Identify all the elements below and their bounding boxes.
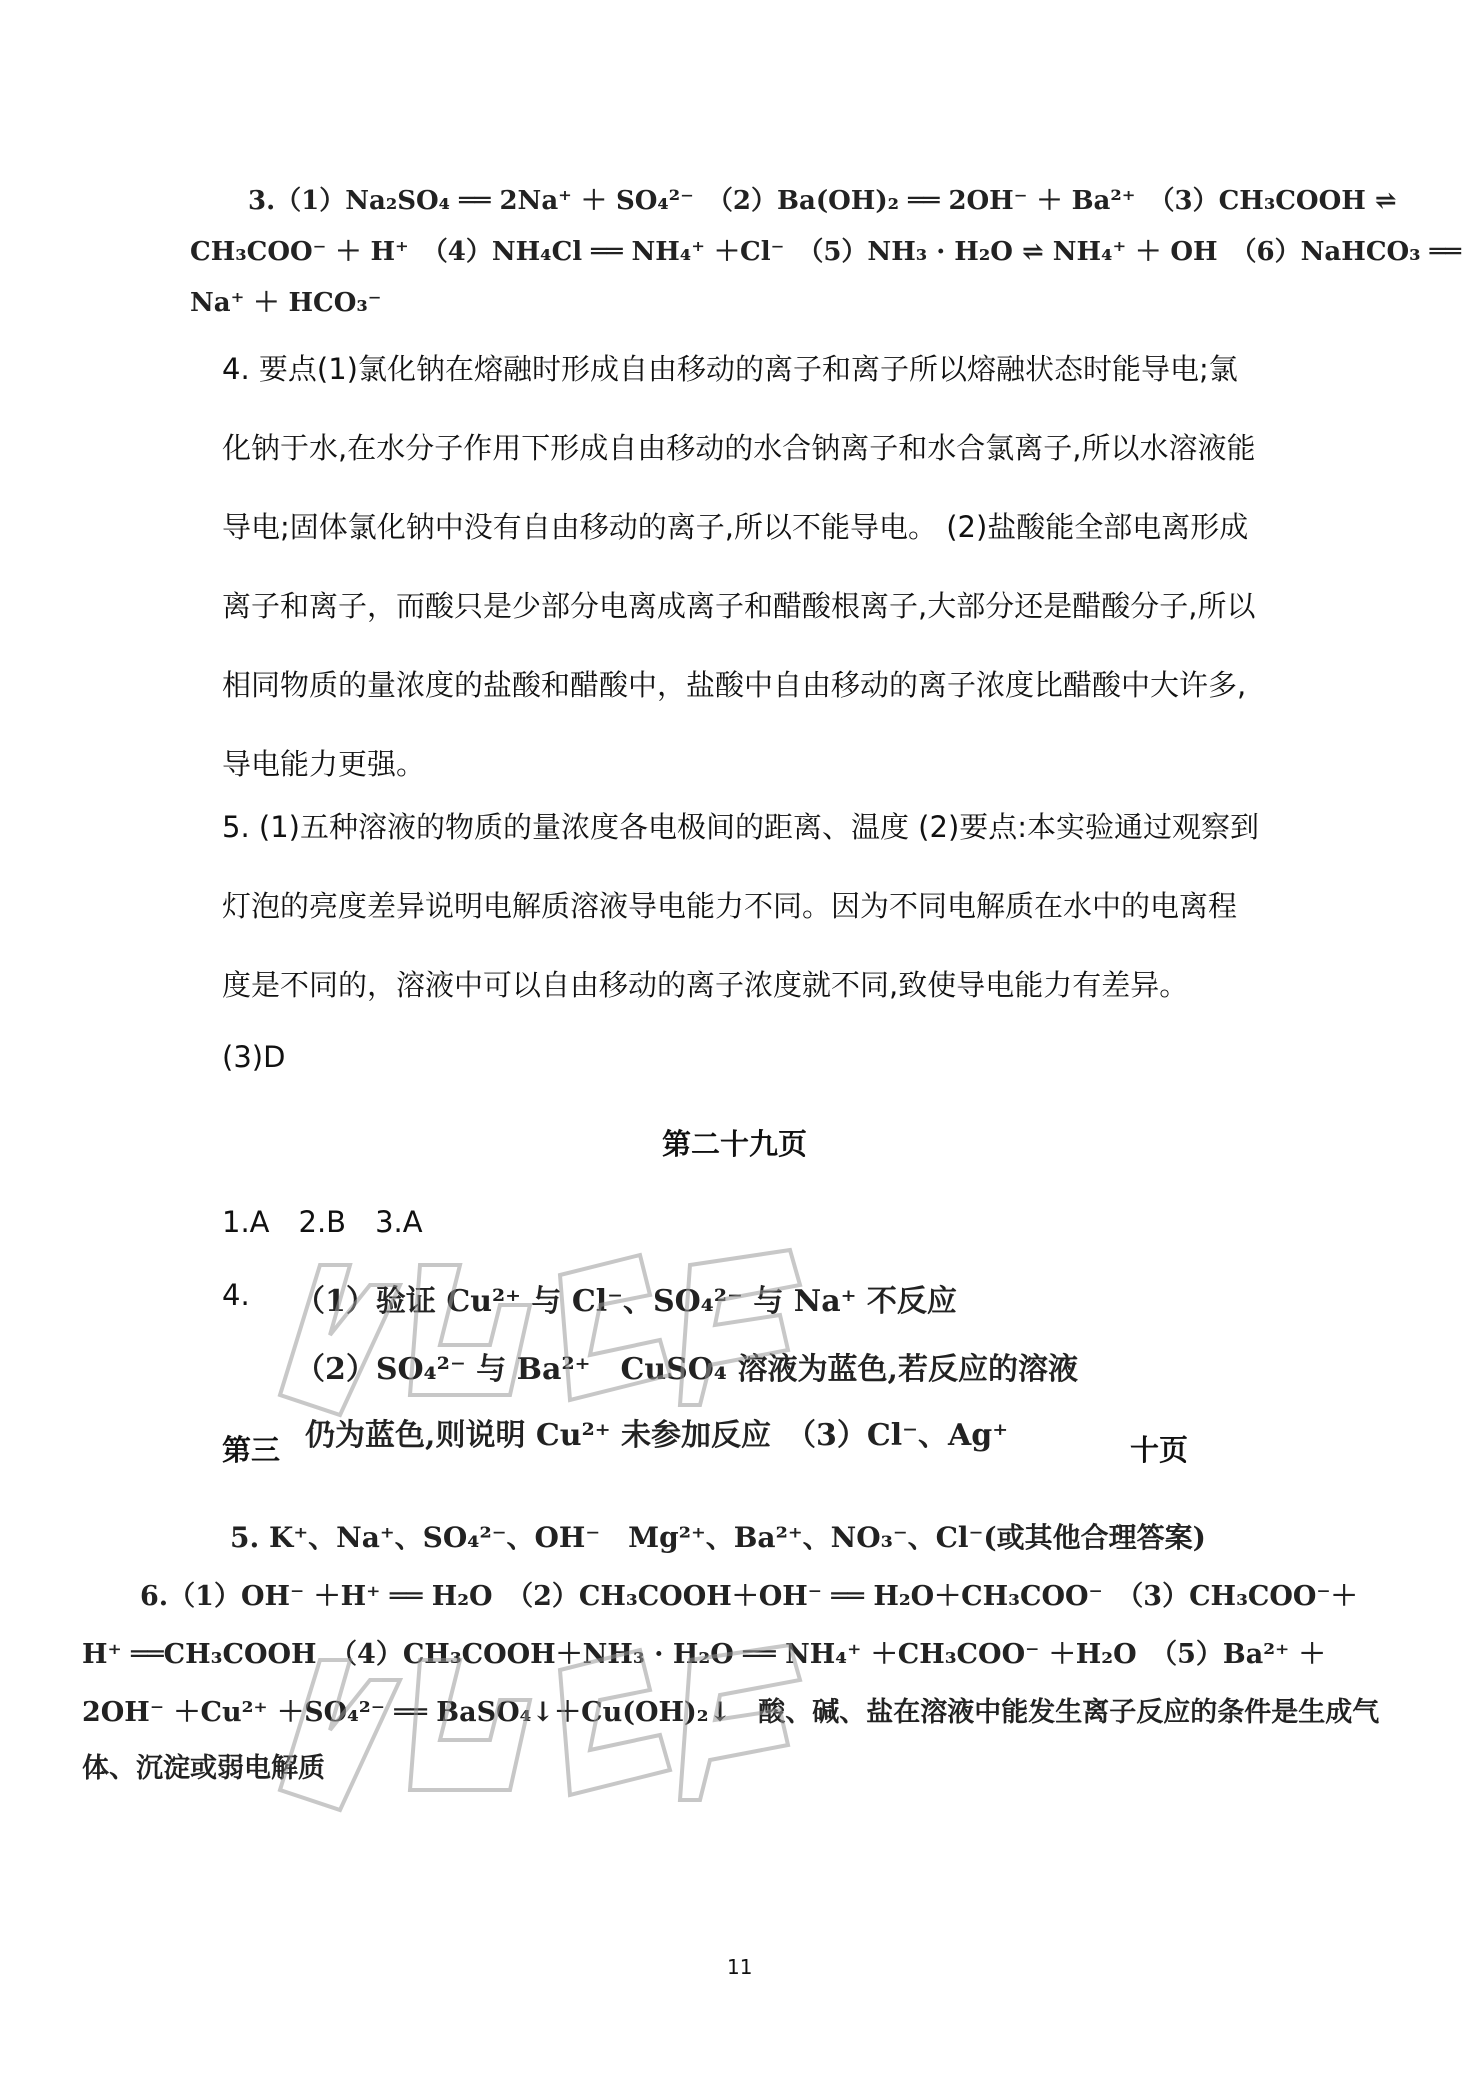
section-title-p30-left: 第三: [222, 1433, 281, 1467]
p30-q6-line-3: 2OH⁻ ＋Cu²⁺ ＋SO₄²⁻ ══ BaSO₄↓＋Cu(OH)₂↓ 酸、碱、盐在溶液中能发生离子反应的条件是生成气: [82, 1697, 1380, 1728]
section-title-p30-right: 十页: [1130, 1433, 1189, 1467]
p29-q4-part3: 仍为蓝色,则说明 Cu²⁺ 未参加反应 （3）Cl⁻、Ag⁺: [305, 1418, 1009, 1453]
q5-paragraph: 5. (1)五种溶液的物质的量浓度各电极间的距离、温度 (2)要点:本实验通过观察到灯泡的亮度差异说明电解质溶液导电能力不同。因为不同电解质在水中的电离程度是不同的，溶液中可以自由移动的离子浓度就不同,致使导电能力有差异。: [222, 810, 1260, 1002]
p30-q6-line-4: 体、沉淀或弱电解质: [82, 1753, 325, 1784]
watermark-top: [260, 1225, 820, 1435]
q4-paragraph: 4. 要点(1)氯化钠在熔融时形成自由移动的离子和离子所以熔融状态时能导电;氯化钠于水,在水分子作用下形成自由移动的水合钠离子和水合氯离子,所以水溶液能导电;固体氯化钠中没有自由移动的离子,所以不能导电。 (2)盐酸能全部电离形成离子和离子，而酸只是少部分电离成离子和醋酸根离子,大部分还是醋酸分子,所以相同物质的量浓度的盐酸和醋酸中，盐酸中自由移动的离子浓度比醋酸中大许多,导电能力更强。: [222, 352, 1256, 781]
p30-q6-line-2: H⁺ ══CH₃COOH （4）CH₃COOH＋NH₃ · H₂O ══ NH₄⁺ ＋CH₃COO⁻ ＋H₂O （5）Ba²⁺ ＋: [82, 1639, 1326, 1670]
p29-multiple-choice: 1.A 2.B 3.A: [222, 1205, 423, 1239]
p30-q5: 5. K⁺、Na⁺、SO₄²⁻、OH⁻ Mg²⁺、Ba²⁺、NO₃⁻、Cl⁻(或其他合理答案): [230, 1521, 1206, 1554]
page-number: 11: [727, 1955, 753, 1979]
section-title-p29: 第二十九页: [662, 1127, 808, 1161]
q3-line-1: 3.（1）Na₂SO₄ ══ 2Na⁺ ＋ SO₄²⁻ （2）Ba(OH)₂ ══ 2OH⁻ ＋ Ba²⁺ （3）CH₃COOH ⇌: [248, 186, 1397, 216]
p30-q6-line-1: 6.（1）OH⁻ ＋H⁺ ══ H₂O （2）CH₃COOH＋OH⁻ ══ H₂O＋CH₃COO⁻ （3）CH₃COO⁻＋: [140, 1581, 1358, 1612]
p29-q4-part1: （1）验证 Cu²⁺ 与 Cl⁻、SO₄²⁻ 与 Na⁺ 不反应: [295, 1284, 957, 1319]
q3-line-3: Na⁺ ＋ HCO₃⁻: [190, 288, 382, 318]
q5-answer-3: (3)D: [222, 1040, 286, 1074]
watermark-bottom: [260, 1620, 820, 1820]
p29-q4-part2: （2）SO₄²⁻ 与 Ba²⁺ CuSO₄ 溶液为蓝色,若反应的溶液: [295, 1352, 1078, 1387]
p29-q4-number: 4.: [222, 1278, 250, 1312]
q3-line-2: CH₃COO⁻ ＋ H⁺ （4）NH₄Cl ══ NH₄⁺ ＋Cl⁻ （5）NH₃ · H₂O ⇌ NH₄⁺ ＋ OH （6）NaHCO₃ ══: [190, 237, 1461, 267]
